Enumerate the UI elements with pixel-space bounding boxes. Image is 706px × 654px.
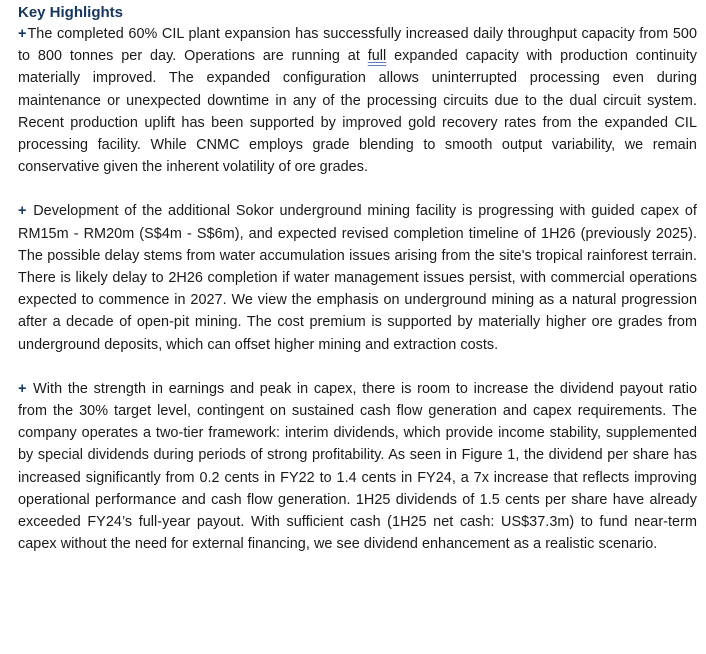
paragraph-text: Development of the additional Sokor underground mining facility is progressing with guided capex of RM15m - RM20m (S$4m - S$6m), and expected revised completion timeline of 1H26 (previously 2025). The possible delay stems from water accumulation issues arising from the site's tropical rainforest terrain. There is likely delay to 2H26 completion if water management issues persist, with commercial operations expected to commence in 2027. We view the emphasis on underground mining as a natural progression after a decade of open-pit mining. The cost premium is supported by materially higher ore grades from underground deposits, which can offset higher mining and extraction costs. — [18, 203, 697, 353]
bullet-plus: + — [18, 203, 27, 220]
paragraph-dividends — [18, 378, 697, 556]
paragraph-text: With the strength in earnings and peak in capex, there is room to increase the dividend payout ratio from the 30% target level, contingent on sustained cash flow generation and capex requirements. The company operates a two-tier framework: interim dividends, which provide income stability, supplemented by special dividends during periods of strong profitability. As seen in Figure 1, the dividend per share has increased significantly from 0.2 cents in FY22 to 1.4 cents in FY24, a 7x increase that reflects improving operational performance and cash flow generation. 1H25 dividends of 1.5 cents per share have already exceeded FY24’s full-year payout. With sufficient cash (1H25 net cash: US$37.3m) to fund near-term capex without the need for external financing, we see dividend enhancement as a realistic scenario. — [18, 380, 697, 553]
bullet-plus: + — [18, 26, 27, 42]
paragraph-plant-expansion — [18, 23, 697, 178]
underlined-word: full — [367, 48, 387, 65]
paragraph-underground-mining — [18, 200, 697, 355]
section-heading: Key Highlights — [18, 4, 124, 21]
paragraph-text-part: The completed 60% CIL plant expansion has successfully increased daily throughput capacity from 500 to 800 tonnes per day. Operations are running at — [18, 26, 697, 65]
document-body — [18, 3, 697, 577]
bullet-plus: + — [18, 380, 27, 397]
paragraph-text-part: expanded capacity with production continuity materially improved. The expanded configuration allows uninterrupted processing even during maintenance or unexpected downtime in any of the processing circuits due to the dual circuit system. Recent production uplift has been supported by improved gold recovery rates from the expanded CIL processing facility. While CNMC employs grade blending to smooth output variability, we remain conservative given the inherent volatility of ore grades. — [18, 48, 697, 176]
